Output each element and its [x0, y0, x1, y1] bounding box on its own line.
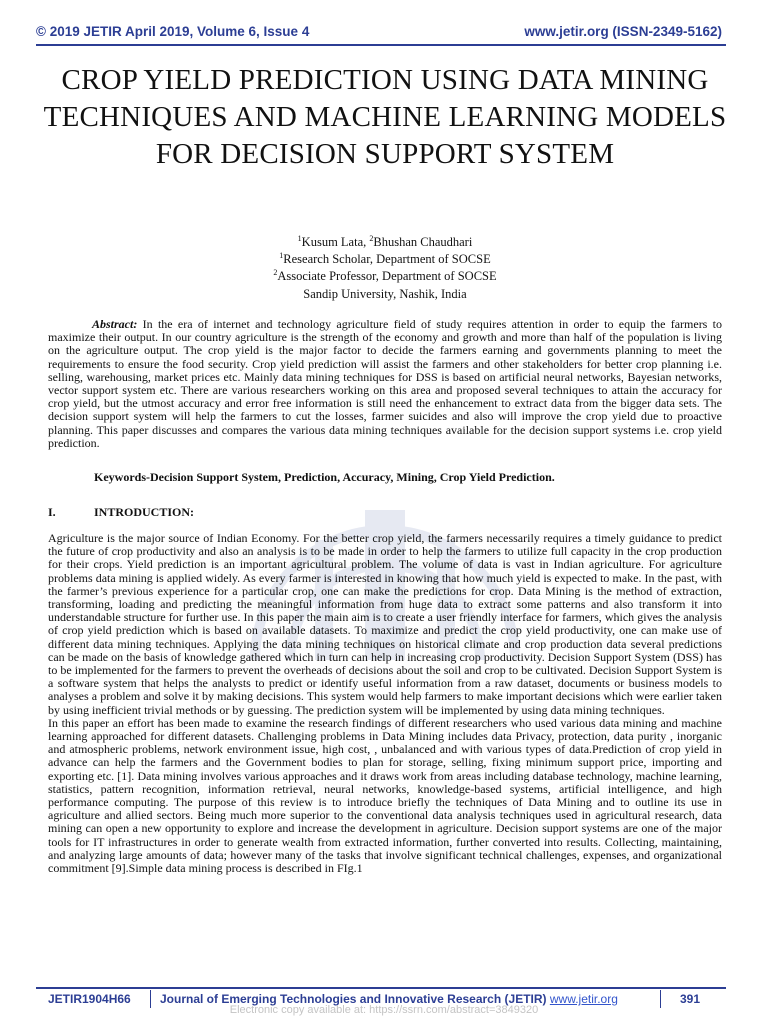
abstract: [48, 318, 722, 450]
author-names: [40, 234, 730, 251]
page-number: 391: [680, 992, 701, 1006]
journal-issue-info: © 2019 JETIR April 2019, Volume 6, Issue 4: [36, 24, 310, 39]
journal-link[interactable]: www.jetir.org: [549, 992, 618, 1006]
header-divider: [36, 44, 726, 46]
section-title: INTRODUCTION:: [94, 505, 195, 519]
abstract-label: Abstract:: [92, 317, 138, 331]
paper-title: CROP YIELD PREDICTION USING DATA MINING TECHNIQUES AND MACHINE LEARNING MODELS FOR DECISION SUPPORT SYSTEM: [43, 64, 727, 170]
journal-name: Journal of Emerging Technologies and Innovative Research (JETIR) www.jetir.org: [160, 992, 618, 1006]
ssrn-stamp: Electronic copy available at: https://ssrn.com/abstract=3849320: [229, 1004, 539, 1016]
paragraph: In this paper an effort has been made to examine the research findings of different researchers who used various data mining and machine learning approached for different datasets. Challenging problems in Data Mining includes data Privacy, protection, data purity , inorganic and atmospheric problems, network environment issue, high cost, , unbalanced and with various types of data.Prediction of crop yield in advance can help the farmers and the Government bodies to plan for storage, selling, fixing minimum support price, importing and exporting etc. [1]. Data mining involves various approaches and it draws work from areas including database technology, machine learning, statistics, pattern recognition, information retrieval, neural networks, knowledge-based systems, artificial intelligence, and high performance computing. The purpose of this review is to introduce briefly the techniques of Data Mining and to outline its use in agriculture and allied sectors. Being much more superior to the conventional data analysis techniques used in agricultural research, data mining can open a new opportunity to explore and increase the development in agriculture. Decision support systems are one of the major tools for IT infrastructures in order to generate wealth from extracted information, further converted into results. Collecting, maintaining, and analyzing large amounts of data; however many of the tasks that involve significant technical challenges, expenses, and organizational commitment [9].Simple data mining process is described in FIg.1: [48, 715, 722, 876]
affiliation-2: $^2$Associate Professor, Department of SOCSE: [273, 268, 497, 284]
affiliation-marker: 1: [279, 251, 284, 261]
author-name-1: Kusum Lata,: [301, 235, 370, 249]
affiliation-marker: 2: [273, 268, 278, 278]
paragraph: Agriculture is the major source of Indian Economy. For the better crop yield, the farmers necessarily requires a timely guidance to predict the future of crop productivity and also an analysis is to be made in order to help the farmers to utilize full capacity in the crop production for their crops. Yield prediction is an important agricultural problem. The volume of data is vast in Indian agriculture. For agriculture problems data mining is applied widely. As every farmer is interested in knowing that how much yield is expected to make. In the past, with the farmer’s previous experience for a particular crop, one can make the predictions for crop. Data Mining is the method of extraction, transforming, loading and predicting the meaningful information from huge data to extract some patterns and also transform it into understandable structure for further use. In this paper the main aim is to create a user friendly interface for farmers, which gives the analysis of crop yield prediction which is based on available datasets. To maximize and predict the crop yield productivity, one can make use of different data mining techniques. Applying the data mining techniques on historical climate and crop production data several predictions can be made on the basis of knowledge gathered which in turn can help in increasing crop productivity. Decision Support System (DSS) has to be implemented for the farmers to prevent the overheads of decisions about the soil and crop to be cultivated. Decision Support System is a software system that helps the analysts to predict or identify useful information from a raw dataset, documents or business models to analyses a problem and solve it by making decisions. This system would help farmers to make important decisions which were earlier taken by using inefficient trivial methods or by guessing. The prediction system will be implemented by using data mining techniques.: [48, 531, 722, 717]
institution: Sandip University, Nashik, India: [303, 286, 467, 301]
abstract-text: In the era of internet and technology agriculture field of study requires attention in order to equip the farmers to maximize their output. In our country agriculture is the strength of the economy and growth and more than half of the population is living on the agriculture output. The crop yield is the major factor to decide the farmers earning and governments planning to meet the requirements to ensure the food security. Crop yield prediction will assist the farmers and other stakeholders for better crop planning i.e. selling, warehousing, market prices etc. Mainly data mining techniques for DSS is based on artificial neural networks, Bayesian networks, vector support system etc. There are various researchers working on this area and proposed several techniques to attain the accuracy for crop yield, but the utmost accuracy and error free information is still need the enhancement to extract data from the bigger data sets. The decision support system will help the farmers to cut the losses, farmer suicides and also will improve the crop yield due to proactive planning. This paper discusses and compares the various data mining techniques available for the decision support systems i.e. crop yield prediction.: [48, 317, 722, 450]
journal-website-issn: www.jetir.org (ISSN-2349-5162): [524, 24, 722, 39]
affiliation-marker: 1: [297, 233, 302, 243]
author-block: [40, 234, 730, 303]
section-number: I.: [48, 505, 56, 519]
keywords: Keywords-Decision Support System, Prediction, Accuracy, Mining, Crop Yield Prediction.: [94, 470, 555, 484]
author-name-2: Bhushan Chaudhari: [373, 235, 473, 249]
paper-id: JETIR1904H66: [48, 992, 131, 1006]
affiliation-1: $^1$Research Scholar, Department of SOCSE: [279, 251, 491, 267]
section-heading: [48, 505, 194, 520]
affiliation-marker: 2: [369, 233, 374, 243]
footer-divider: [36, 987, 726, 989]
introduction-body: [48, 532, 722, 875]
running-header: [0, 24, 768, 42]
